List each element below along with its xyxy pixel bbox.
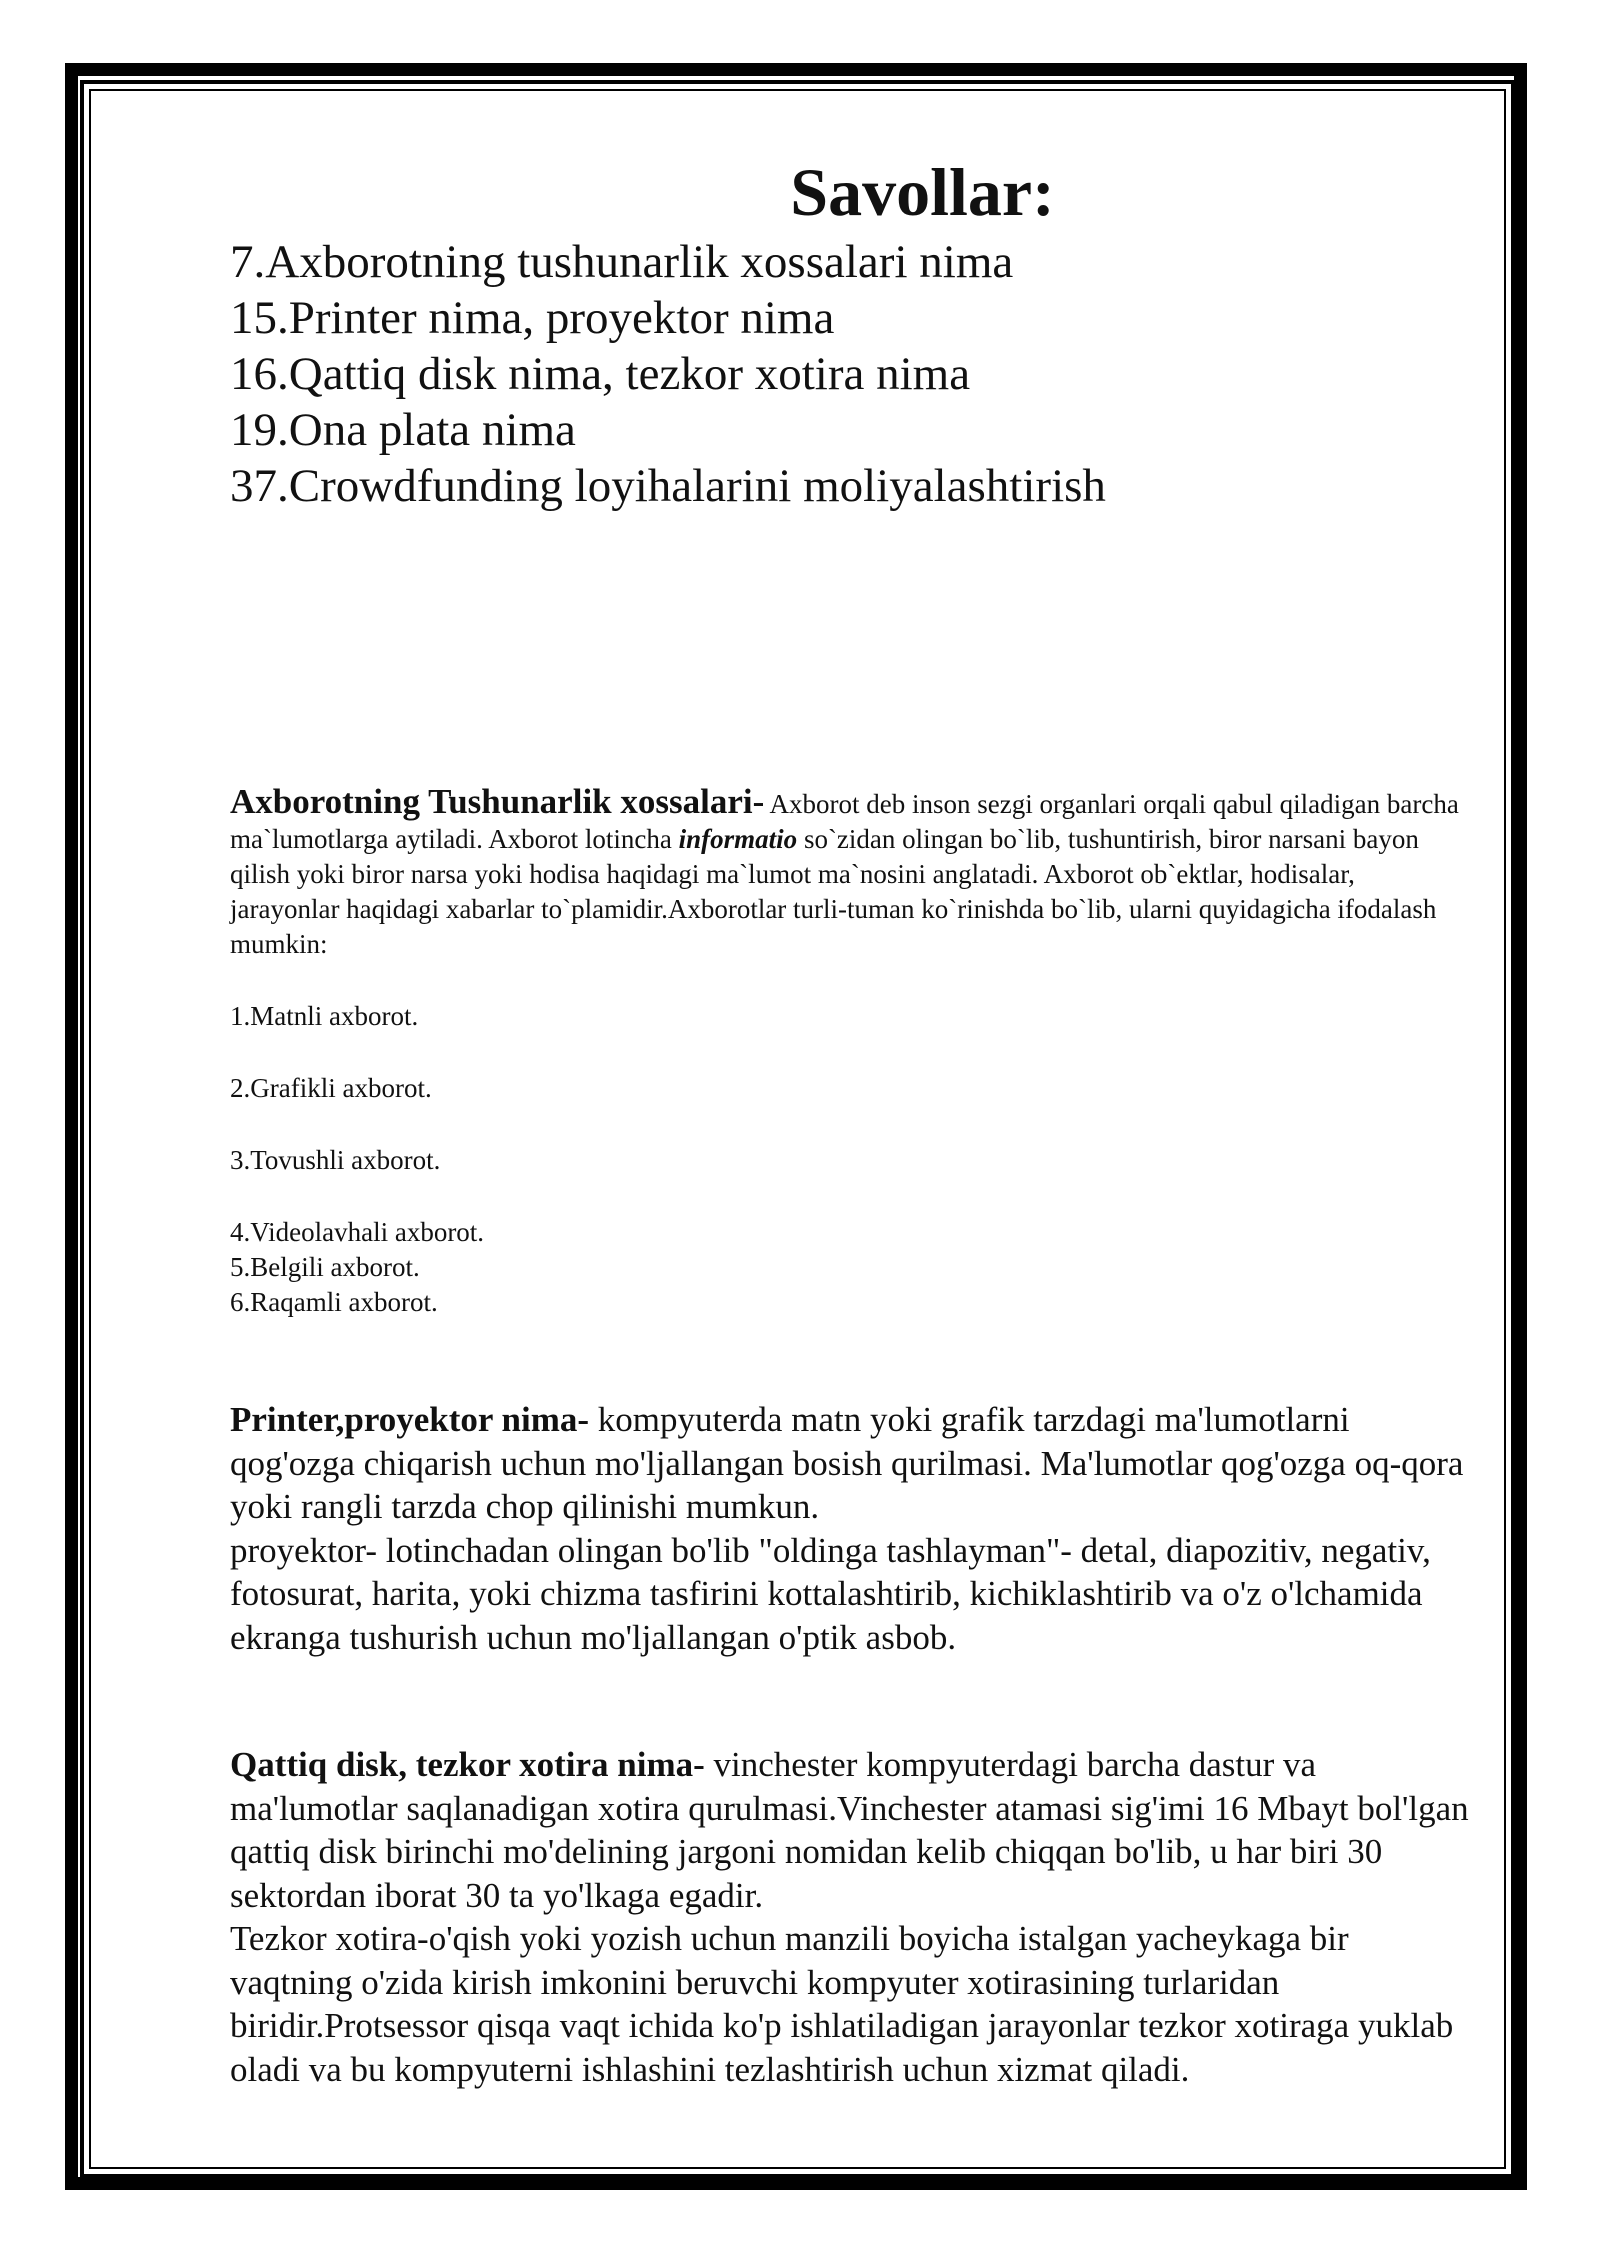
section-heading: Printer,proyektor nima- [230, 1400, 590, 1439]
section-text: proyektor- lotinchadan olingan bo'lib "oldinga tashlayman"- detal, diapozitiv, negativ, fotosurat, harita, yoki chizma tasfirini kottalashtirib, kichiklashtirib va o'z o'lchamida ekranga tushurish uchun mo'ljallangan o'ptik asbob. [230, 1530, 1431, 1657]
section-text: so`zidan olingan bo`lib, tushuntirish, biror narsani bayon qilish yoki biror narsa yoki hodisa haqidagi ma`lumot ma`nosini anglatadi. Axborot ob`ektlar, hodisalar, jarayonlar haqidagi xabarlar to`plamidir.Axborotlar turli-tuman ko`rinishda bo`lib, ularni quyidagicha ifodalash mumkin: [230, 824, 1437, 959]
question-item: 37.Crowdfunding loyihalarini moliyalashtirish [230, 460, 1106, 512]
question-list [230, 234, 1475, 514]
spacer [230, 1659, 1475, 1743]
list-item: 1.Matnli axborot. [230, 1001, 419, 1031]
section-printer-projector [230, 1398, 1475, 1659]
section-information-properties [230, 784, 1460, 962]
section-text: Tezkor xotira-o'qish yoki yozish uchun manzili boyicha istalgan yacheykaga bir vaqtning o'zida kirish imkonini beruvchi kompyuter xotirasining turlaridan biridir.Protsessor qisqa vaqt ichida ko'p ishlatiladigan jarayonlar tezkor xotiraga yuklab oladi va bu kompyuterni ishlashini tezlashtirish uchun xizmat qiladi. [230, 1919, 1454, 2089]
question-item: 19.Ona plata nima [230, 404, 576, 456]
list-item: 5.Belgili axborot. [230, 1252, 420, 1282]
spacer [230, 514, 1475, 784]
spacer [230, 1320, 1475, 1398]
section-hard-disk-ram [230, 1743, 1475, 2091]
section-text: Axborot deb inson sezgi organlari orqali qabul qiladigan barcha ma`lumotlarga aytiladi. Axborot lotincha [230, 789, 1459, 854]
information-types-list [230, 999, 1475, 1320]
section-text: kompyuterda matn yoki grafik tarzdagi ma'lumotlarni qog'ozga chiqarish uchun mo'ljallangan bosish qurilmasi. Ma'lumotlar qog'ozga oq-qora yoki rangli tarzda chop qilinishi mumkun. [230, 1400, 1464, 1526]
list-item: 3.Tovushli axborot. [230, 1145, 441, 1175]
list-item: 2.Grafikli axborot. [230, 1073, 432, 1103]
question-item: 16.Qattiq disk nima, tezkor xotira nima [230, 348, 971, 400]
spacer [230, 962, 1475, 999]
section-text: vinchester kompyuterdagi barcha dastur va ma'lumotlar saqlanadigan xotira qurulmasi.Vinchester atamasi sig'imi 16 Mbayt bol'lgan qattiq disk birinchi mo'delining jargoni nomidan kelib chiqqan bo'lib, u har biri 30 sektordan iborat 30 ta yo'lkaga egadir. [230, 1745, 1469, 1915]
section-heading: Axborotning Tushunarlik xossalari- [230, 782, 765, 821]
question-item: 15.Printer nima, proyektor nima [230, 292, 835, 344]
question-item: 7.Axborotning tushunarlik xossalari nima [230, 236, 1014, 288]
section-heading: Qattiq disk, tezkor xotira nima- [230, 1745, 705, 1784]
page-content [230, 150, 1475, 2091]
page-title: Savollar: [790, 154, 1055, 230]
section-emphasis: informatio [678, 824, 798, 854]
list-item: 4.Videolavhali axborot. [230, 1217, 485, 1247]
list-item: 6.Raqamli axborot. [230, 1287, 438, 1317]
